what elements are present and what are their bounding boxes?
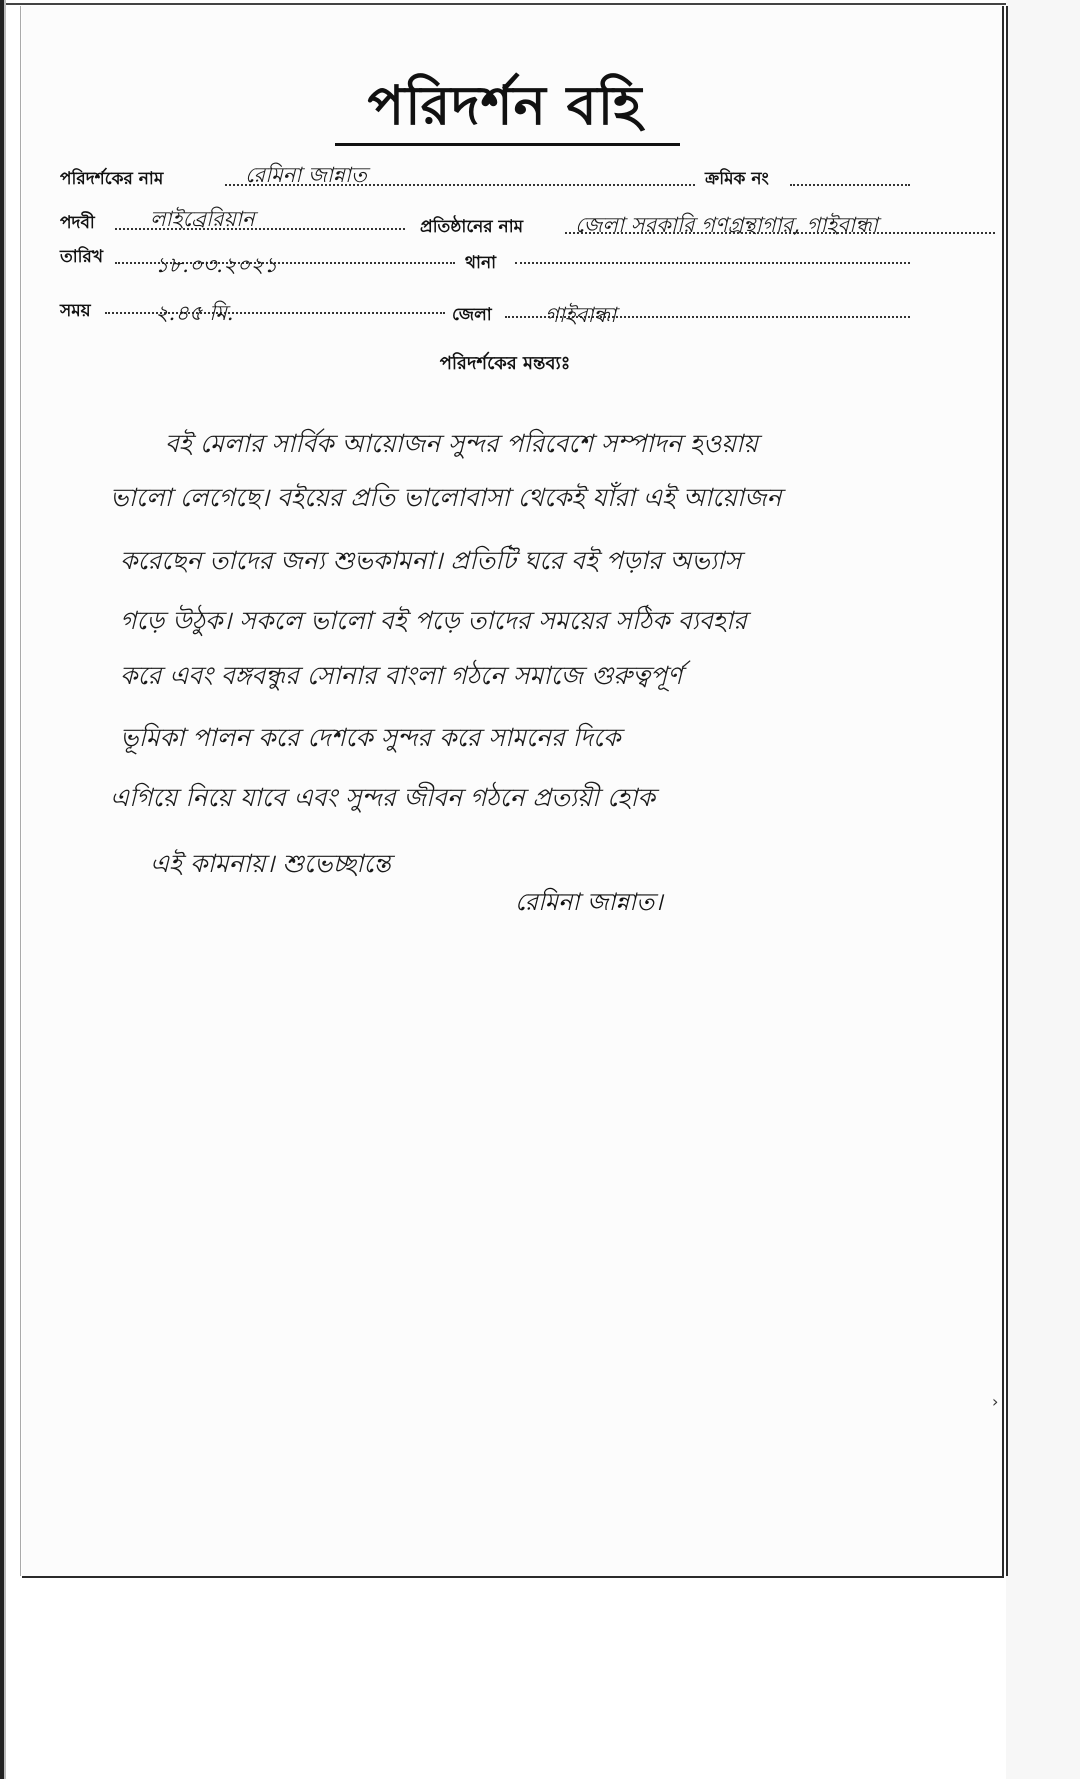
remarks-line: করে এবং বঙ্গবন্ধুর সোনার বাংলা গঠনে সমাজে গুরুত্বপূর্ণ bbox=[120, 661, 683, 690]
margin-tick-mark: › bbox=[992, 1392, 999, 1411]
remarks-line: এগিয়ে নিয়ে যাবে এবং সুন্দর জীবন গঠনে প্রত্যয়ী হোক bbox=[110, 783, 656, 812]
designation-label: পদবী bbox=[60, 213, 95, 233]
thana-label: থানা bbox=[465, 253, 497, 273]
remarks-line: ভালো লেগেছে। বইয়ের প্রতি ভালোবাসা থেকেই যাঁরা এই আয়োজন bbox=[110, 483, 782, 512]
remarks-line: গড়ে উঠুক। সকলে ভালো বই পড়ে তাদের সময়ের সঠিক ব্যবহার bbox=[120, 606, 747, 635]
date-value: ১৮.০৩.২০২১ bbox=[155, 253, 278, 277]
time-label: সময় bbox=[60, 301, 91, 321]
time-value: ২.৪৫ মি. bbox=[155, 301, 234, 325]
remarks-line: বই মেলার সার্বিক আয়োজন সুন্দর পরিবেশে সম্পাদন হওয়ায় bbox=[165, 429, 759, 458]
district-label: জেলা bbox=[452, 305, 492, 325]
remarks-line: করেছেন তাদের জন্য শুভকামনা। প্রতিটি ঘরে বই পড়ার অভ্যাস bbox=[120, 546, 741, 575]
designation-value: লাইব্রেরিয়ান bbox=[150, 207, 255, 231]
date-label: তারিখ bbox=[60, 247, 104, 267]
remarks-line: এই কামনায়। শুভেচ্ছান্তে bbox=[150, 849, 391, 878]
serial-no-label: ক্রমিক নং bbox=[705, 169, 769, 189]
district-value: গাইবান্ধা bbox=[545, 303, 617, 327]
institution-label: প্রতিষ্ঠানের নাম bbox=[420, 217, 524, 237]
remarks-heading: পরিদর্শকের মন্তব্যঃ bbox=[439, 353, 571, 374]
page-title: পরিদর্শন বহি bbox=[367, 74, 643, 137]
inspector-name-value: রেমিনা জান্নাত bbox=[245, 163, 367, 187]
signature: রেমিনা জান্নাত। bbox=[515, 888, 663, 916]
institution-value: জেলা সরকারি গণগ্রন্থাগার, গাইবান্ধা bbox=[575, 213, 878, 237]
inspector-name-label: পরিদর্শকের নাম bbox=[60, 169, 164, 189]
remarks-line: ভূমিকা পালন করে দেশকে সুন্দর করে সামনের দিকে bbox=[120, 723, 621, 752]
